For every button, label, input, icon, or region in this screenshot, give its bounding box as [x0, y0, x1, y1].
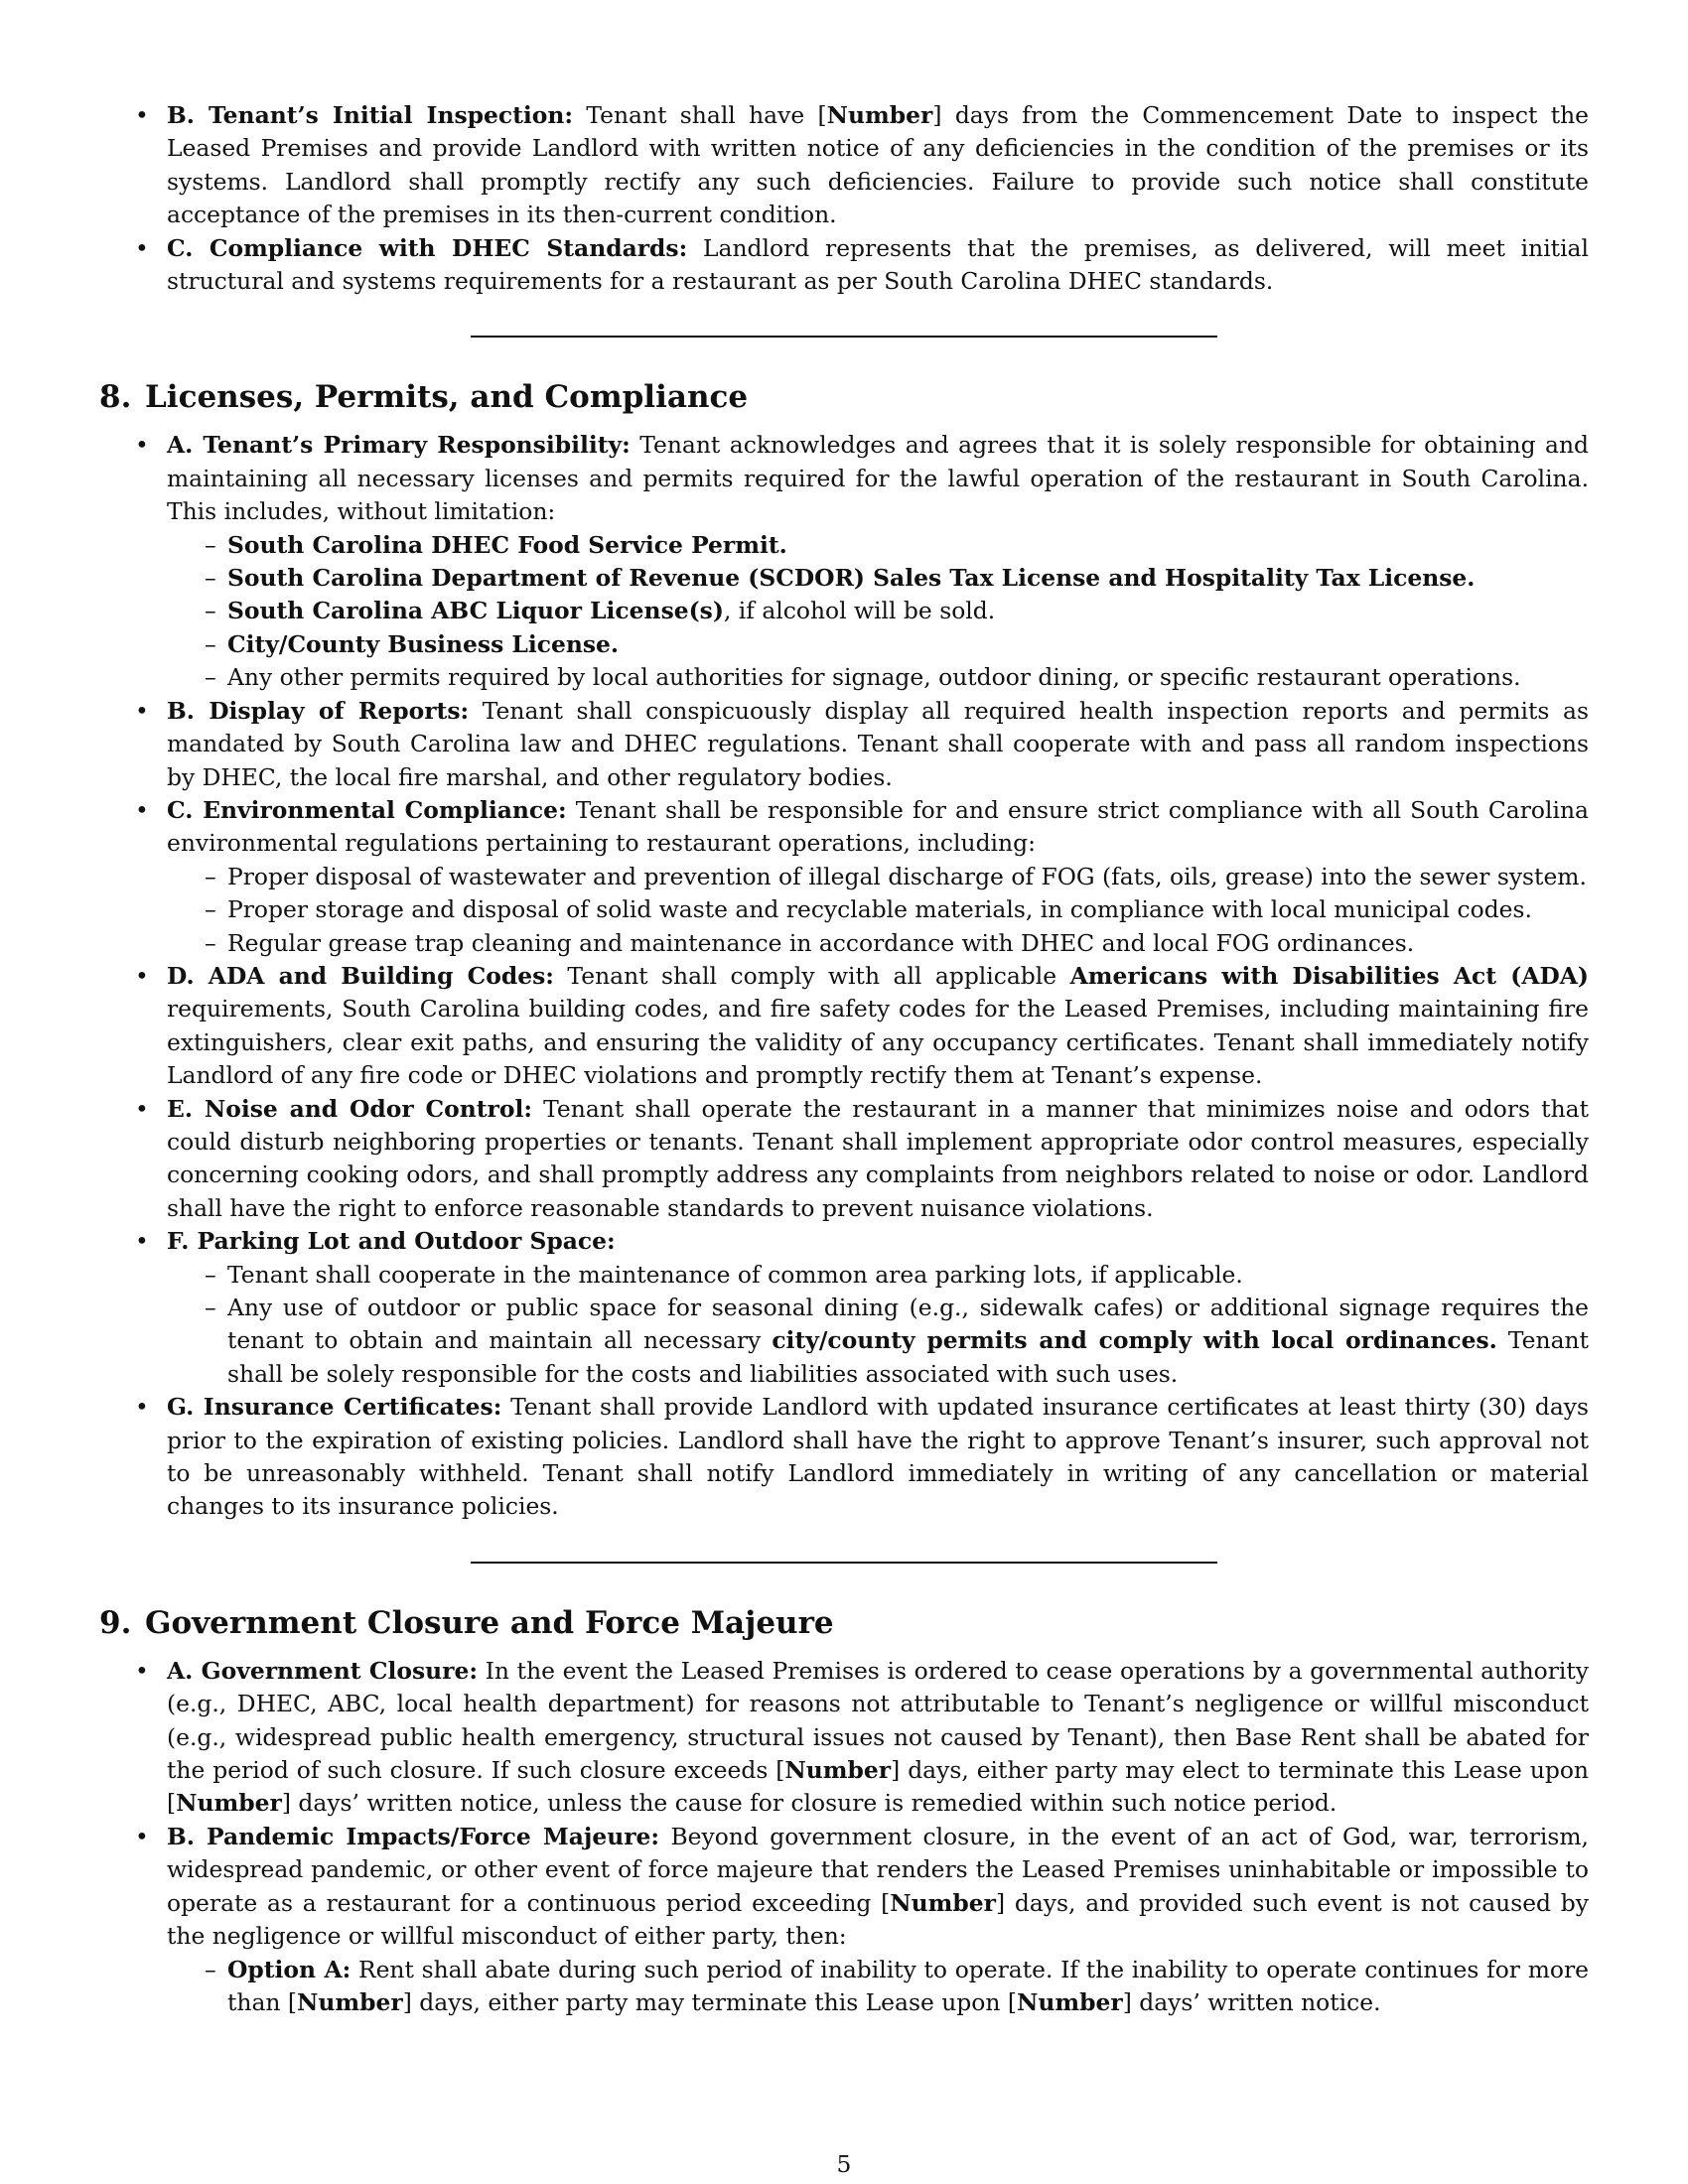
list-item-dhec-compliance: • C. Compliance with DHEC Standards: Landlord represents that the premises, as delivered, will meet initial structural and systems requirements for a restaurant as per South Carolina DHEC standards. [99, 232, 1589, 299]
section-9-heading: 9. Government Closure and Force Majeure [99, 1604, 834, 1641]
page-number: 5 [836, 2150, 852, 2178]
list-item-ada-building-codes: • D. ADA and Building Codes: Tenant shall comply with all applicable Americans with Disabilities Act (ADA) requirements, South Carolina building codes, and fire safety codes for the Leased Premises, including maintaining fire extinguishers, clear exit paths, and ensuring the validity of any occupancy certificates. Tenant shall immediately notify Landlord of any fire code or DHEC violations and promptly rectify them at Tenant’s expense. [99, 960, 1589, 1093]
environmental-sublist [167, 861, 1589, 960]
sublist-item: – Tenant shall cooperate in the maintenance of common area parking lots, if applicable. [167, 1259, 1589, 1292]
section-divider [471, 1562, 1217, 1564]
section-8-heading: 8. Licenses, Permits, and Compliance [99, 379, 749, 416]
parking-sublist [167, 1259, 1589, 1392]
list-item-parking-outdoor-space: • F. Parking Lot and Outdoor Space: – Tenant shall cooperate in the maintenance of common area parking lots, if applicable. – Any use of outdoor or public space for seasonal dining (e.g., sidewalk cafes) or additional signage requires the tenant to obtain and maintain all necessary city/county permits and comply with local ordinances. Tenant shall be solely responsible for the costs and liabilities associated with such uses. [99, 1225, 1589, 1391]
section-8-list [99, 429, 1589, 1523]
document-page [99, 99, 1589, 2085]
force-majeure-options [167, 1954, 1589, 2020]
continued-item-list [99, 99, 1589, 298]
list-item-noise-odor-control: • E. Noise and Odor Control: Tenant shall operate the restaurant in a manner that minimizes noise and odors that could disturb neighboring properties or tenants. Tenant shall implement appropriate odor control measures, especially concerning cooking odors, and shall promptly address any complaints from neighbors related to noise or odor. Landlord shall have the right to enforce reasonable standards to prevent nuisance violations. [99, 1093, 1589, 1226]
section-divider [471, 336, 1217, 338]
sublist-item: – South Carolina ABC Liquor License(s), if alcohol will be sold. [167, 595, 1589, 627]
sublist-item: – South Carolina Department of Revenue (SCDOR) Sales Tax License and Hospitality Tax License. [167, 562, 1589, 595]
list-item-government-closure: • A. Government Closure: In the event the Leased Premises is ordered to cease operations by a governmental authority (e.g., DHEC, ABC, local health department) for reasons not attributable to Tenant’s negligence or willful misconduct (e.g., widespread public health emergency, structural issues not caused by Tenant), then Base Rent shall be abated for the period of such closure. If such closure exceeds [Number] days, either party may elect to terminate this Lease upon [Number] days’ written notice, unless the cause for closure is remedied within such notice period. [99, 1655, 1589, 1821]
sublist-item: – Any other permits required by local authorities for signage, outdoor dining, or specific restaurant operations. [167, 661, 1589, 694]
list-item-tenant-initial-inspection: • B. Tenant’s Initial Inspection: Tenant shall have [Number] days from the Commencement Date to inspect the Leased Premises and provide Landlord with written notice of any deficiencies in the condition of the premises or its systems. Landlord shall promptly rectify any such deficiencies. Failure to provide such notice shall constitute acceptance of the premises in its then-current condition. [99, 99, 1589, 232]
sublist-item: – South Carolina DHEC Food Service Permit. [167, 529, 1589, 562]
list-item-display-of-reports: • B. Display of Reports: Tenant shall conspicuously display all required health inspection reports and permits as mandated by South Carolina law and DHEC regulations. Tenant shall cooperate with and pass all random inspections by DHEC, the local fire marshal, and other regulatory bodies. [99, 695, 1589, 794]
list-item-insurance-certificates: • G. Insurance Certificates: Tenant shall provide Landlord with updated insurance certificates at least thirty (30) days prior to the expiration of existing policies. Landlord shall have the right to approve Tenant’s insurer, such approval not to be unreasonably withheld. Tenant shall notify Landlord immediately in writing of any cancellation or material changes to its insurance policies. [99, 1391, 1589, 1524]
permits-sublist [167, 529, 1589, 695]
sublist-item: – Proper storage and disposal of solid waste and recyclable materials, in compliance with local municipal codes. [167, 893, 1589, 926]
sublist-item: – Regular grease trap cleaning and maintenance in accordance with DHEC and local FOG ordinances. [167, 927, 1589, 960]
sublist-item: – Proper disposal of wastewater and prevention of illegal discharge of FOG (fats, oils, grease) into the sewer system. [167, 861, 1589, 893]
sublist-item-option-a: – Option A: Rent shall abate during such period of inability to operate. If the inability to operate continues for more than [Number] days, either party may terminate this Lease upon [Number] days’ written notice. [167, 1954, 1589, 2020]
sublist-item: – Any use of outdoor or public space for seasonal dining (e.g., sidewalk cafes) or additional signage requires the tenant to obtain and maintain all necessary city/county permits and comply with local ordinances. Tenant shall be solely responsible for the costs and liabilities associated with such uses. [167, 1292, 1589, 1391]
section-9-list [99, 1655, 1589, 2019]
sublist-item: – City/County Business License. [167, 628, 1589, 661]
list-item-environmental-compliance: • C. Environmental Compliance: Tenant shall be responsible for and ensure strict compliance with all South Carolina environmental regulations pertaining to restaurant operations, including: – Proper disposal of wastewater and prevention of illegal discharge of FOG (fats, oils, grease) into the sewer system. – Proper storage and disposal of solid waste and recyclable materials, in compliance with local municipal codes. – Regular grease trap cleaning and maintenance in accordance with DHEC and local FOG ordinances. [99, 794, 1589, 960]
list-item-primary-responsibility: • A. Tenant’s Primary Responsibility: Tenant acknowledges and agrees that it is solely responsible for obtaining and maintaining all necessary licenses and permits required for the lawful operation of the restaurant in South Carolina. This includes, without limitation: – South Carolina DHEC Food Service Permit. – South Carolina Department of Revenue (SCDOR) Sales Tax License and Hospitality Tax License. – South Carolina ABC Liquor License(s), if alcohol will be sold. – City/County Business License. – Any other permits required by local authorities for signage, outdoor dining, or specific restaurant operations. [99, 429, 1589, 694]
list-item-pandemic-force-majeure: • B. Pandemic Impacts/Force Majeure: Beyond government closure, in the event of an act of God, war, terrorism, widespread pandemic, or other event of force majeure that renders the Leased Premises uninhabitable or impossible to operate as a restaurant for a continuous period exceeding [Number] days, and provided such event is not caused by the negligence or willful misconduct of either party, then: – Option A: Rent shall abate during such period of inability to operate. If the inability to operate continues for more than [Number] days, either party may terminate this Lease upon [Number] days’ written notice. [99, 1821, 1589, 2019]
